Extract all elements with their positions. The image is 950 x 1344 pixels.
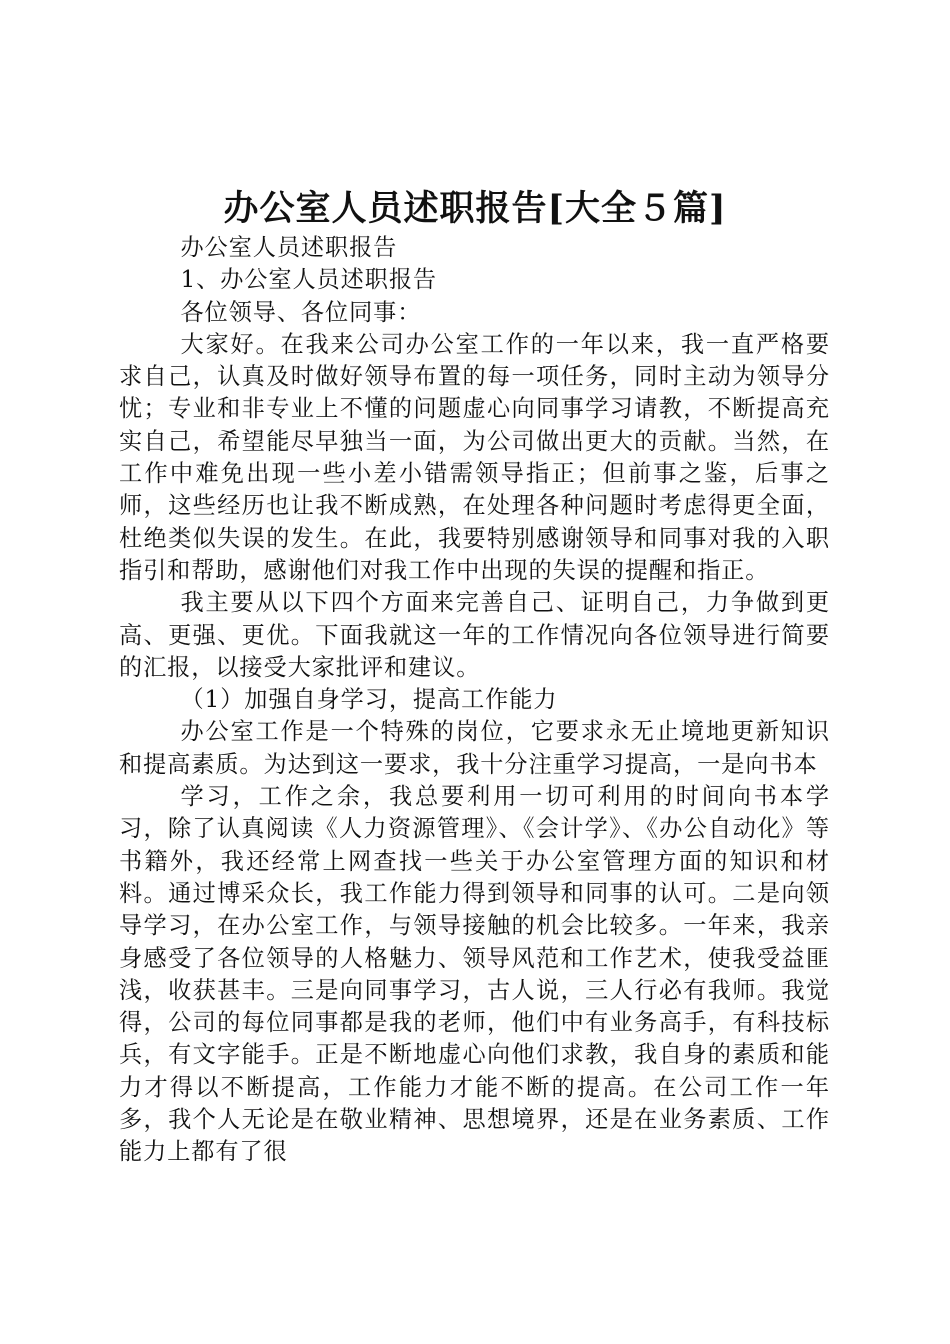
body-paragraph: 我主要从以下四个方面来完善自己、证明自己，力争做到更高、更强、更优。下面我就这一年的工作情况向各位领导进行简要的汇报，以接受大家批评和建议。 <box>119 589 830 681</box>
body-paragraph: 办公室工作是一个特殊的岗位，它要求永无止境地更新知识和提高素质。为达到这一要求，我十分注重学习提高，一是向书本 <box>119 718 830 778</box>
document-title: 办公室人员述职报告[大全５篇] <box>223 188 727 229</box>
point-heading: （1）加强自身学习，提高工作能力 <box>180 686 558 714</box>
salutation: 各位领导、各位同事： <box>180 298 422 326</box>
section-heading: 办公室人员述职报告 <box>180 234 398 261</box>
document-body <box>119 232 830 1169</box>
subsection-heading: 1、办公室人员述职报告 <box>180 266 437 294</box>
body-paragraph: 大家好。在我来公司办公室工作的一年以来，我一直严格要求自己，认真及时做好领导布置的每一项任务，同时主动为领导分忧；专业和非专业上不懂的问题虚心向同事学习请教，不断提高充实自己，希望能尽早独当一面，为公司做出更大的贡献。当然，在工作中难免出现一些小差小错需领导指正；但前事之鉴，后事之师，这些经历也让我不断成熟，在处理各种问题时考虑得更全面，杜绝类似失误的发生。在此，我要特别感谢领导和同事对我的入职指引和帮助，感谢他们对我工作中出现的失误的提醒和指正。 <box>119 330 830 584</box>
body-paragraph: 学习，工作之余，我总要利用一切可利用的时间向书本学习，除了认真阅读《人力资源管理》、《会计学》、《办公自动化》等书籍外，我还经常上网查找一些关于办公室管理方面的知识和材料。通过博采众长，我工作能力得到领导和同事的认可。二是向领导学习，在办公室工作，与领导接触的机会比较多。一年来，我亲身感受了各位领导的人格魅力、领导风范和工作艺术，使我受益匪浅，收获甚丰。三是向同事学习，古人说，三人行必有我师。我觉得，公司的每位同事都是我的老师，他们中有业务高手，有科技标兵，有文字能手。正是不断地虚心向他们求教，我自身的素质和能力才得以不断提高，工作能力才能不断的提高。在公司工作一年多，我个人无论是在敬业精神、思想境界，还是在业务素质、工作能力上都有了很 <box>119 783 830 1166</box>
